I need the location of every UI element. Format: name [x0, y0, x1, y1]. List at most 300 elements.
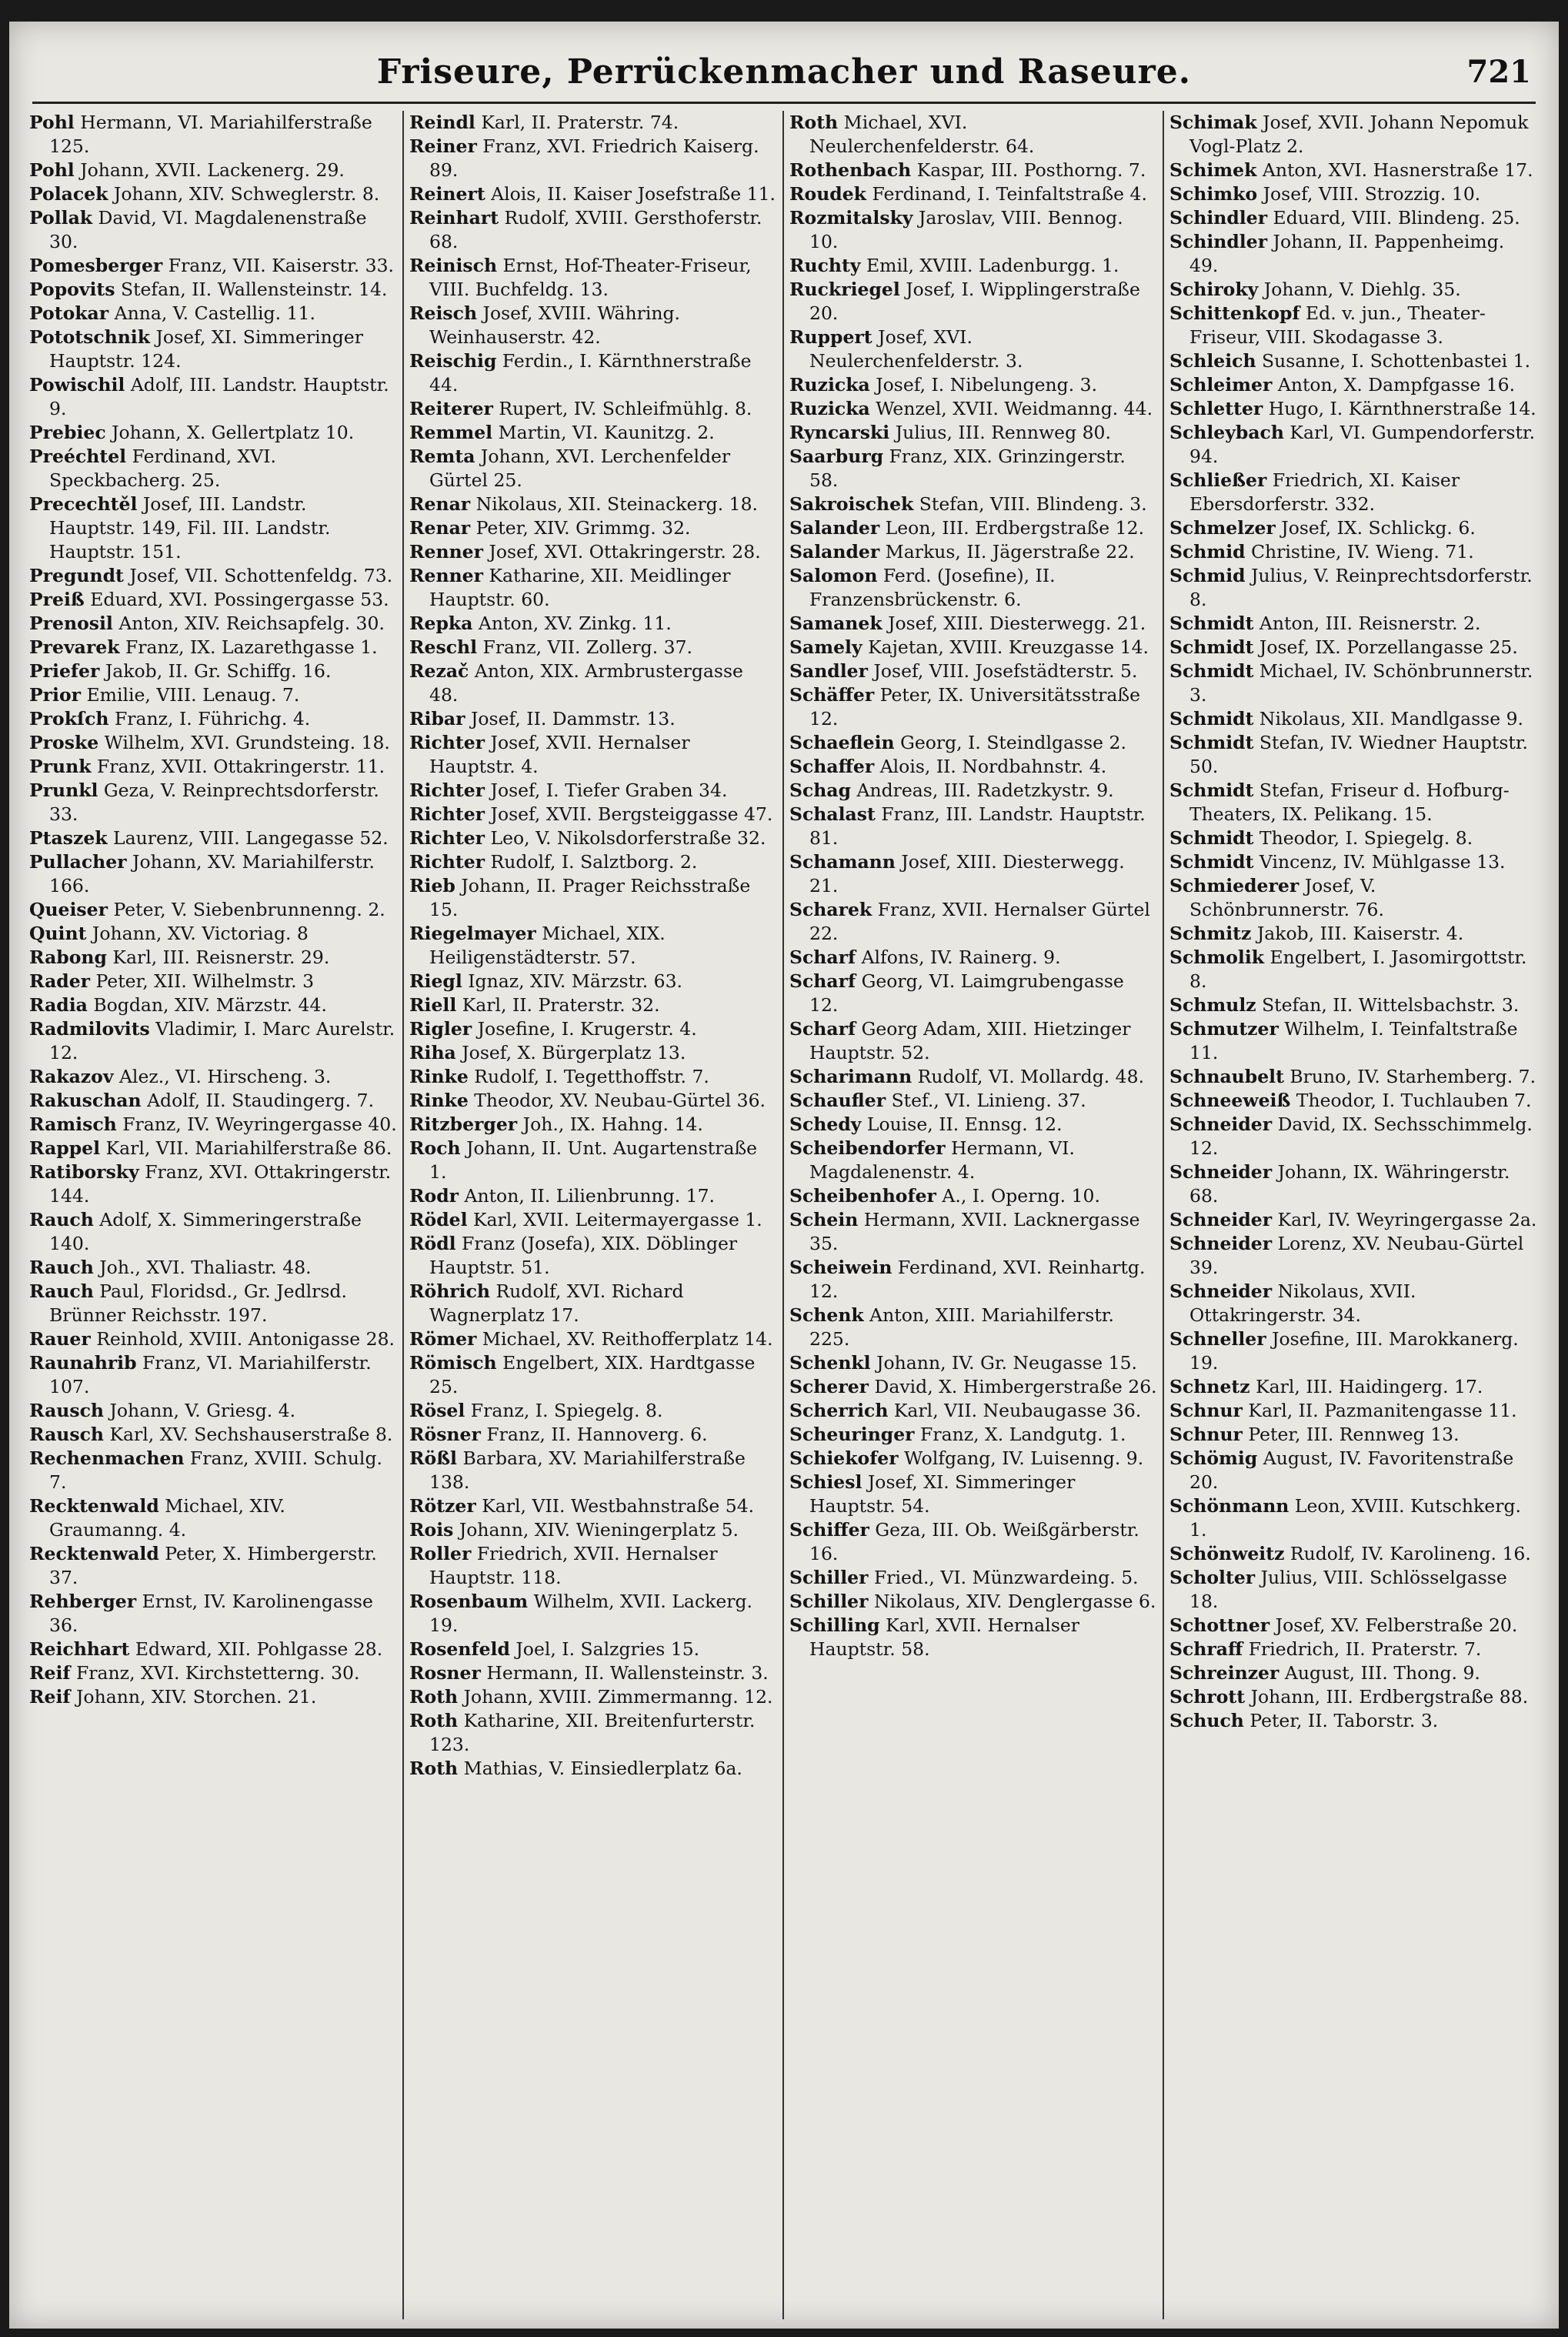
- entry-details: Karl, VII. Mariahilferstraße 86.: [100, 1137, 392, 1159]
- entry-details: Alois, II. Nordbahnstr. 4.: [874, 756, 1107, 777]
- entry-name: Samely: [789, 636, 862, 658]
- entry-details: Josef, I. Tiefer Graben 34.: [485, 780, 728, 801]
- directory-entry: [409, 516, 777, 540]
- directory-entry: [29, 1160, 397, 1208]
- paper-sheet: [9, 22, 1559, 2329]
- entry-name: Schaffer: [789, 756, 875, 777]
- entry-name: Riha: [409, 1042, 456, 1063]
- entry-name: Ruzicka: [789, 398, 870, 419]
- entry-details: August, III. Thong. 9.: [1279, 1662, 1480, 1684]
- directory-entry: [409, 707, 777, 731]
- column-divider: [782, 111, 784, 2319]
- entry-name: Roth: [409, 1710, 459, 1731]
- directory-entry: [1169, 278, 1537, 302]
- entry-name: Schindler: [1169, 231, 1268, 252]
- directory-entry: [789, 421, 1157, 445]
- entry-name: Rappel: [29, 1137, 101, 1159]
- directory-entry: [1169, 731, 1537, 779]
- entry-name: Ribar: [409, 708, 465, 729]
- directory-entry: [29, 206, 397, 254]
- entry-details: Franz, VII. Zollerg. 37.: [477, 636, 693, 658]
- directory-entry: [29, 970, 397, 993]
- entry-name: Prebiec: [29, 422, 106, 443]
- entry-details: Anton, XIX. Armbrustergasse 48.: [429, 660, 743, 706]
- directory-entry: [29, 302, 397, 326]
- entry-name: Scherer: [789, 1376, 869, 1397]
- entry-details: Stefan, Friseur d. Hofburg-Theaters, IX. Pelikang. 15.: [1189, 780, 1510, 825]
- entry-details: Johann, XV. Mariahilferstr. 166.: [49, 851, 375, 896]
- entry-details: Rudolf, XVIII. Gersthoferstr. 68.: [429, 207, 762, 252]
- entry-name: Pohl: [29, 112, 75, 133]
- entry-details: Josef, I. Nibelungeng. 3.: [869, 374, 1098, 396]
- entry-details: Johann, XVI. Lerchenfelder Gürtel 25.: [429, 446, 731, 491]
- directory-entry: [789, 1423, 1157, 1447]
- directory-entry: [1169, 230, 1537, 278]
- directory-entry: [409, 254, 777, 302]
- entry-details: Friedrich, XVII. Hernalser Hauptstr. 118.: [429, 1543, 718, 1588]
- directory-entry: [409, 1638, 777, 1661]
- entry-details: Eduard, VIII. Blindeng. 25.: [1267, 207, 1520, 229]
- directory-entry: [29, 1137, 397, 1160]
- column-4: [1169, 111, 1537, 2319]
- directory-entry: [29, 731, 397, 755]
- entry-name: Rigler: [409, 1018, 472, 1040]
- entry-name: Schrott: [1169, 1686, 1246, 1708]
- entry-name: Schmid: [1169, 541, 1246, 563]
- directory-entry: [789, 1375, 1157, 1399]
- entry-name: Ruzicka: [789, 374, 870, 396]
- entry-name: Schreinzer: [1169, 1662, 1279, 1684]
- entry-details: Josef, XIII. Diesterwegg. 21.: [882, 613, 1146, 634]
- entry-details: Reinhold, XVIII. Antonigasse 28.: [90, 1328, 395, 1350]
- directory-entry: [29, 182, 397, 206]
- entry-name: Schmidt: [1169, 613, 1254, 634]
- entry-name: Riegelmayer: [409, 923, 536, 944]
- entry-name: Schmidt: [1169, 660, 1254, 682]
- entry-name: Rothenbach: [789, 159, 912, 181]
- directory-entry: [29, 612, 397, 636]
- entry-name: Rezač: [409, 660, 469, 682]
- entry-details: Nikolaus, XVII. Ottakringerstr. 34.: [1189, 1280, 1416, 1326]
- entry-details: Andreas, III. Radetzkystr. 9.: [851, 780, 1114, 801]
- entry-details: Vladimir, I. Marc Aurelstr. 12.: [49, 1018, 395, 1063]
- directory-entry: [789, 779, 1157, 803]
- entry-name: Schindler: [1169, 207, 1268, 229]
- entry-details: Johann, II. Unt. Augartenstraße 1.: [429, 1137, 758, 1183]
- entry-name: Schmidt: [1169, 708, 1254, 729]
- entry-details: Josef, XVIII. Währing. Weinhauserstr. 42.: [429, 302, 680, 348]
- entry-details: Peter, X. Himbergerstr. 37.: [49, 1543, 377, 1588]
- directory-entry: [789, 326, 1157, 373]
- directory-entry: [29, 1208, 397, 1256]
- entry-name: Reisch: [409, 302, 478, 324]
- entry-details: Engelbert, XIX. Hardtgasse 25.: [429, 1352, 756, 1397]
- entry-details: Georg, VI. Laimgrubengasse 12.: [809, 970, 1124, 1016]
- entry-details: Johann, IX. Währingerstr. 68.: [1189, 1161, 1510, 1207]
- entry-details: Franz, I. Führichg. 4.: [108, 708, 311, 729]
- directory-entry: [789, 1113, 1157, 1137]
- directory-columns: [29, 111, 1542, 2319]
- entry-details: Georg Adam, XIII. Hietzinger Hauptstr. 52.: [809, 1018, 1131, 1063]
- directory-entry: [409, 1709, 777, 1757]
- entry-details: Josefine, III. Marokkanerg. 19.: [1189, 1328, 1519, 1374]
- entry-details: Barbara, XV. Mariahilferstraße 138.: [429, 1447, 746, 1493]
- directory-entry: [409, 1518, 777, 1542]
- entry-details: Adolf, X. Simmeringerstraße 140.: [49, 1209, 362, 1254]
- directory-entry: [409, 803, 777, 826]
- directory-entry: [789, 898, 1157, 946]
- page-title: Friseure, Perrückenmacher und Raseure.: [376, 52, 1192, 92]
- entry-name: Schmidt: [1169, 732, 1254, 753]
- directory-entry: [29, 779, 397, 826]
- entry-details: Kaspar, III. Posthorng. 7.: [911, 159, 1146, 181]
- entry-name: Scharimann: [789, 1066, 912, 1087]
- entry-name: Schletter: [1169, 398, 1263, 419]
- entry-details: Josef, V. Schönbrunnerstr. 76.: [1189, 875, 1384, 920]
- entry-details: Josef, VIII. Josefstädterstr. 5.: [867, 660, 1138, 682]
- entry-details: Josef, II. Dammstr. 13.: [465, 708, 676, 729]
- entry-details: Franz, XIX. Grinzingerstr. 58.: [809, 446, 1126, 491]
- entry-name: Schneider: [1169, 1161, 1273, 1183]
- entry-name: Scharek: [789, 899, 872, 920]
- entry-name: Rosenfeld: [409, 1638, 510, 1660]
- directory-entry: [409, 421, 777, 445]
- entry-details: Rudolf, VI. Mollardg. 48.: [912, 1066, 1145, 1087]
- directory-entry: [29, 993, 397, 1017]
- directory-entry: [1169, 564, 1537, 612]
- entry-details: Alez., VI. Hirscheng. 3.: [113, 1066, 332, 1087]
- entry-details: Franz, XVIII. Schulg. 7.: [49, 1447, 382, 1493]
- directory-entry: [1169, 1447, 1537, 1494]
- entry-details: Franz, II. Hannoverg. 6.: [480, 1424, 708, 1445]
- entry-name: Schleybach: [1169, 422, 1284, 443]
- entry-name: Reinhart: [409, 207, 499, 229]
- page-header: [9, 43, 1559, 105]
- entry-name: Schraff: [1169, 1638, 1243, 1660]
- entry-name: Roller: [409, 1543, 472, 1564]
- entry-name: Renar: [409, 517, 471, 539]
- entry-name: Schittenkopf: [1169, 302, 1300, 324]
- directory-entry: [409, 659, 777, 707]
- entry-details: Hermann, XVII. Lacknergasse 35.: [809, 1209, 1140, 1254]
- entry-name: Rehberger: [29, 1591, 137, 1612]
- entry-name: Ptaszek: [29, 827, 108, 849]
- entry-details: Susanne, I. Schottenbastei 1.: [1256, 350, 1531, 372]
- column-1: [29, 111, 397, 2319]
- entry-name: Schiller: [789, 1567, 869, 1588]
- directory-entry: [29, 683, 397, 707]
- entry-details: Ed. v. jun., Theater-Friseur, VIII. Skodagasse 3.: [1189, 302, 1486, 348]
- entry-details: Friedrich, XI. Kaiser Ebersdorferstr. 332.: [1189, 469, 1460, 515]
- entry-details: Franz, XVI. Ottakringerstr. 144.: [49, 1161, 392, 1207]
- directory-entry: [29, 1351, 397, 1399]
- entry-details: Anton, II. Lilienbrunng. 17.: [459, 1185, 716, 1207]
- directory-entry: [29, 1542, 397, 1590]
- directory-entry: [1169, 707, 1537, 731]
- entry-details: Alois, II. Kaiser Josefstraße 11.: [485, 183, 776, 205]
- entry-name: Scheibendorfer: [789, 1137, 946, 1159]
- entry-name: Samanek: [789, 613, 882, 634]
- directory-entry: [1169, 779, 1537, 826]
- entry-details: Geza, III. Ob. Weißgärberstr. 16.: [809, 1519, 1139, 1564]
- directory-entry: [1169, 1280, 1537, 1327]
- entry-name: Schmidt: [1169, 851, 1254, 873]
- entry-name: Pregundt: [29, 565, 124, 586]
- entry-name: Richter: [409, 827, 485, 849]
- directory-entry: [789, 1065, 1157, 1089]
- entry-details: Jakob, III. Kaiserstr. 4.: [1251, 923, 1464, 944]
- entry-details: Joh., XVI. Thaliastr. 48.: [93, 1257, 312, 1278]
- entry-name: Powischil: [29, 374, 125, 396]
- entry-name: Schmutzer: [1169, 1018, 1279, 1040]
- entry-details: Karl, XVII. Leitermayergasse 1.: [467, 1209, 762, 1230]
- entry-name: Schäffer: [789, 684, 875, 706]
- entry-details: Ferdin., I. Kärnthnerstraße 44.: [429, 350, 752, 396]
- entry-details: Rudolf, IV. Karolineng. 16.: [1284, 1543, 1531, 1564]
- entry-name: Reinisch: [409, 255, 498, 276]
- directory-entry: [1169, 349, 1537, 373]
- entry-name: Schmulz: [1169, 994, 1256, 1016]
- entry-details: Emilie, VIII. Lenaug. 7.: [81, 684, 300, 706]
- directory-entry: [789, 1614, 1157, 1661]
- directory-entry: [789, 612, 1157, 636]
- directory-entry: [1169, 302, 1537, 349]
- entry-name: Schönweitz: [1169, 1543, 1285, 1564]
- entry-name: Scholter: [1169, 1567, 1256, 1588]
- directory-entry: [409, 1351, 777, 1399]
- entry-name: Schalast: [789, 803, 876, 825]
- entry-details: Michael, XIV. Graumanng. 4.: [49, 1495, 285, 1541]
- directory-entry: [409, 182, 777, 206]
- entry-details: Karl, III. Reisnerstr. 29.: [106, 946, 330, 968]
- entry-name: Rosenbaum: [409, 1591, 529, 1612]
- directory-entry: [409, 540, 777, 564]
- directory-entry: [789, 1304, 1157, 1351]
- entry-name: Schmelzer: [1169, 517, 1276, 539]
- directory-entry: [409, 826, 777, 850]
- entry-details: Theodor, XV. Neubau-Gürtel 36.: [468, 1090, 766, 1111]
- directory-entry: [1169, 1709, 1537, 1733]
- entry-name: Schenkl: [789, 1352, 871, 1374]
- entry-details: Franz, VI. Mariahilferstr. 107.: [49, 1352, 372, 1397]
- entry-details: Ernst, IV. Karolinengasse 36.: [49, 1591, 373, 1636]
- entry-details: Katharine, XII. Meidlinger Hauptstr. 60.: [429, 565, 731, 610]
- entry-details: Lorenz, XV. Neubau-Gürtel 39.: [1189, 1233, 1524, 1278]
- directory-entry: [29, 1017, 397, 1065]
- directory-entry: [409, 1542, 777, 1590]
- directory-entry: [409, 731, 777, 779]
- directory-entry: [29, 1423, 397, 1447]
- entry-name: Schönmann: [1169, 1495, 1289, 1517]
- directory-entry: [789, 1017, 1157, 1065]
- directory-entry: [1169, 159, 1537, 182]
- directory-entry: [789, 254, 1157, 278]
- entry-details: Stefan, II. Wittelsbachstr. 3.: [1256, 994, 1520, 1016]
- entry-details: Anton, XVI. Hasnerstraße 17.: [1256, 159, 1533, 181]
- entry-name: Roudek: [789, 183, 866, 205]
- entry-details: Katharine, XII. Breitenfurterstr. 123.: [429, 1710, 756, 1755]
- entry-name: Prior: [29, 684, 82, 706]
- directory-entry: [1169, 1327, 1537, 1375]
- entry-details: Franz, I. Spiegelg. 8.: [465, 1400, 663, 1421]
- directory-entry: [1169, 1017, 1537, 1065]
- entry-name: Schiffer: [789, 1519, 869, 1541]
- directory-entry: [409, 1137, 777, 1184]
- directory-entry: [29, 1280, 397, 1327]
- entry-details: Fried., VI. Münzwardeing. 5.: [868, 1567, 1139, 1588]
- directory-entry: [409, 1113, 777, 1137]
- directory-entry: [409, 1590, 777, 1638]
- entry-details: Wenzel, XVII. Weidmanng. 44.: [869, 398, 1153, 419]
- directory-entry: [29, 445, 397, 492]
- entry-details: Franz (Josefa), XIX. Döblinger Hauptstr. 51.: [429, 1233, 738, 1278]
- directory-entry: [409, 1232, 777, 1280]
- entry-name: Schneeweiß: [1169, 1090, 1291, 1111]
- entry-details: Ernst, Hof-Theater-Friseur, VIII. Buchfeldg. 13.: [429, 255, 752, 300]
- entry-details: Georg, I. Steindlgasse 2.: [894, 732, 1126, 753]
- entry-details: Ferdinand, XVI. Reinhartg. 12.: [809, 1257, 1146, 1302]
- directory-entry: [1169, 1375, 1537, 1399]
- directory-entry: [789, 516, 1157, 540]
- directory-entry: [29, 1447, 397, 1494]
- entry-name: Prunkl: [29, 780, 98, 801]
- entry-details: Jaroslav, VIII. Bennog. 10.: [809, 207, 1123, 252]
- entry-name: Remta: [409, 446, 475, 467]
- entry-details: Paul, Floridsd., Gr. Jedlrsd. Brünner Reichsstr. 197.: [49, 1280, 347, 1326]
- entry-details: Josef, XIII. Diesterwegg. 21.: [809, 851, 1125, 896]
- entry-name: Schnur: [1169, 1424, 1243, 1445]
- entry-name: Pototschnik: [29, 326, 151, 348]
- entry-details: Karl, II. Praterstr. 32.: [456, 994, 660, 1016]
- entry-name: Rakuschan: [29, 1090, 142, 1111]
- entry-name: Radia: [29, 994, 88, 1016]
- directory-entry: [409, 779, 777, 803]
- entry-details: Vincenz, IV. Mühlgasse 13.: [1253, 851, 1506, 873]
- entry-details: Peter, V. Siebenbrunnenng. 2.: [108, 899, 385, 920]
- entry-name: Roth: [409, 1686, 459, 1708]
- entry-name: Rödl: [409, 1233, 456, 1254]
- entry-details: Christine, IV. Wieng. 71.: [1245, 541, 1474, 563]
- column-2: [409, 111, 777, 2319]
- entry-name: Scheiwein: [789, 1257, 892, 1278]
- entry-details: Edward, XII. Pohlgasse 28.: [129, 1638, 383, 1660]
- entry-details: Wilhelm, XVII. Lackerg. 19.: [429, 1591, 752, 1636]
- entry-details: Bogdan, XIV. Märzstr. 44.: [87, 994, 327, 1016]
- entry-name: Scharf: [789, 1018, 856, 1040]
- entry-name: Polacek: [29, 183, 108, 205]
- directory-entry: [1169, 993, 1537, 1017]
- entry-details: Ferdinand, XVI. Speckbacherg. 25.: [49, 446, 277, 491]
- entry-details: Karl, XV. Sechshauserstraße 8.: [104, 1424, 393, 1445]
- entry-name: Schmitz: [1169, 923, 1252, 944]
- entry-name: Prunk: [29, 756, 92, 777]
- entry-details: Ferd. (Josefine), II. Franzensbrückenstr. 6.: [809, 565, 1056, 610]
- directory-entry: [1169, 1065, 1537, 1089]
- directory-entry: [29, 278, 397, 302]
- directory-entry: [789, 1566, 1157, 1590]
- directory-entry: [409, 1494, 777, 1518]
- directory-entry: [409, 445, 777, 492]
- entry-details: Josef, XVII. Hernalser Hauptstr. 4.: [429, 732, 690, 777]
- column-divider: [1163, 111, 1164, 2319]
- directory-entry: [409, 1661, 777, 1685]
- directory-entry: [789, 1471, 1157, 1518]
- directory-entry: [409, 850, 777, 874]
- entry-details: Karl, IV. Weyringergasse 2a.: [1272, 1209, 1537, 1230]
- directory-entry: [1169, 373, 1537, 397]
- directory-entry: [1169, 1089, 1537, 1113]
- directory-entry: [409, 1184, 777, 1208]
- entry-name: Rinke: [409, 1066, 469, 1087]
- directory-entry: [789, 1399, 1157, 1423]
- entry-name: Renner: [409, 565, 483, 586]
- entry-details: Anton, XIII. Mariahilferstr. 225.: [809, 1304, 1114, 1350]
- directory-entry: [29, 707, 397, 731]
- entry-details: Josef, XI. Simmeringer Hauptstr. 54.: [809, 1471, 1076, 1517]
- directory-entry: [789, 373, 1157, 397]
- directory-entry: [409, 1757, 777, 1781]
- directory-entry: [1169, 1160, 1537, 1208]
- entry-details: Leon, III. Erdbergstraße 12.: [879, 517, 1145, 539]
- entry-name: Rötzer: [409, 1495, 476, 1517]
- entry-details: Alfons, IV. Rainerg. 9.: [856, 946, 1061, 968]
- entry-details: Johann, XVIII. Zimmermanng. 12.: [458, 1686, 773, 1708]
- entry-details: Josef, III. Landstr. Hauptstr. 149, Fil. III. Landstr. Hauptstr. 151.: [49, 493, 331, 563]
- entry-details: David, VI. Magdalenenstraße 30.: [49, 207, 367, 252]
- entry-details: Hermann, II. Wallensteinstr. 3.: [480, 1662, 769, 1684]
- directory-entry: [1169, 182, 1537, 206]
- directory-entry: [409, 564, 777, 612]
- directory-entry: [789, 1137, 1157, 1184]
- entry-details: Jakob, II. Gr. Schiffg. 16.: [99, 660, 332, 682]
- directory-entry: [789, 159, 1157, 182]
- entry-details: Peter, XIV. Grimmg. 32.: [470, 517, 691, 539]
- entry-name: Schiroky: [1169, 279, 1259, 300]
- entry-name: Rauch: [29, 1280, 94, 1302]
- entry-details: Karl, VII. Westbahnstraße 54.: [475, 1495, 755, 1517]
- entry-details: Martin, VI. Kaunitzg. 2.: [492, 422, 715, 443]
- entry-details: Karl, III. Haidingerg. 17.: [1249, 1376, 1483, 1397]
- directory-entry: [789, 1184, 1157, 1208]
- directory-entry: [789, 1518, 1157, 1566]
- entry-name: Rausch: [29, 1424, 105, 1445]
- directory-entry: [29, 1113, 397, 1137]
- entry-details: Josef, IX. Porzellangasse 25.: [1253, 636, 1518, 658]
- entry-name: Rödel: [409, 1209, 468, 1230]
- entry-name: Schneider: [1169, 1280, 1273, 1302]
- entry-details: Franz, X. Landgutg. 1.: [914, 1424, 1126, 1445]
- entry-name: Prevarek: [29, 636, 120, 658]
- directory-entry: [29, 254, 397, 278]
- entry-details: Josef, IX. Schlickg. 6.: [1275, 517, 1476, 539]
- directory-entry: [409, 874, 777, 922]
- entry-details: Michael, XVI. Neulerchenfelderstr. 64.: [809, 112, 1035, 157]
- entry-details: Michael, IV. Schönbrunnerstr. 3.: [1189, 660, 1533, 706]
- entry-name: Scharf: [789, 970, 856, 992]
- entry-details: Rudolf, I. Salztborg. 2.: [485, 851, 698, 873]
- entry-name: Schiekofer: [789, 1447, 899, 1469]
- directory-entry: [409, 1208, 777, 1232]
- directory-entry: [789, 111, 1157, 159]
- directory-entry: [789, 1351, 1157, 1375]
- entry-name: Rieb: [409, 875, 455, 896]
- entry-details: Nikolaus, XII. Mandlgasse 9.: [1253, 708, 1524, 729]
- entry-details: Anton, X. Dampfgasse 16.: [1272, 374, 1516, 396]
- directory-entry: [29, 898, 397, 922]
- directory-entry: [409, 1065, 777, 1089]
- directory-entry: [409, 111, 777, 135]
- entry-details: Rudolf, XVI. Richard Wagnerplatz 17.: [429, 1280, 684, 1326]
